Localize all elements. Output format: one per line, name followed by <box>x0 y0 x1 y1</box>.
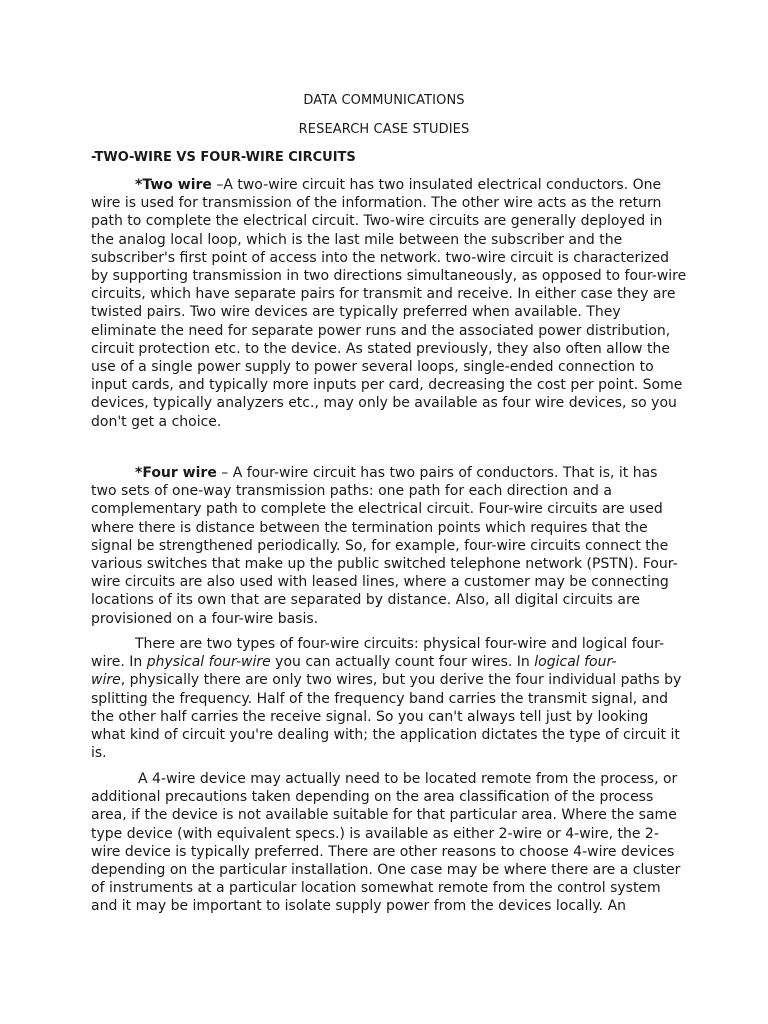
paragraph-line <box>91 770 677 788</box>
paragraph-line <box>91 671 682 689</box>
paragraph-line: various switches that make up the public switched telephone network (PSTN). Four- <box>91 556 678 573</box>
paragraph-line: the analog local loop, which is the last mile between the subscriber and the <box>91 231 623 248</box>
document-subtitle: RESEARCH CASE STUDIES <box>298 122 470 137</box>
paragraph-line: splitting the frequency. Half of the frequency band carries the transmit signal, and <box>91 690 669 707</box>
document-title: DATA COMMUNICATIONS <box>303 93 465 108</box>
paragraph-line: eliminate the need for separate power runs and the associated power distribution, <box>91 322 671 339</box>
section-heading: -TWO-WIRE VS FOUR-WIRE CIRCUITS <box>91 150 356 165</box>
paragraph-line: don't get a choice. <box>91 413 222 430</box>
paragraph-line: twisted pairs. Two wire devices are typically preferred when available. They <box>91 304 621 321</box>
emphasis-physical-four-wire: physical four-wire <box>146 654 271 671</box>
line-text: – A four-wire circuit has two pairs of conductors. That is, it has <box>216 465 658 481</box>
line-text: A two-wire circuit has two insulated electrical conductors. One <box>223 177 662 193</box>
paragraph-line <box>91 653 677 671</box>
term-two-wire: *Two wire <box>135 177 212 193</box>
paragraph-line: what kind of circuit you're dealing with; the application dictates the type of circuit it <box>91 727 680 744</box>
paragraph-line <box>91 464 677 482</box>
paragraph-line: signal be strengthened periodically. So, for example, four-wire circuits connect the <box>91 537 669 554</box>
paragraph-line <box>91 635 677 653</box>
paragraph-line: complementary path to complete the electrical circuit. Four-wire circuits are used <box>91 501 663 518</box>
paragraph-four-wire <box>91 464 677 628</box>
emphasis-wire: wire <box>91 672 121 689</box>
paragraph-line: additional precautions taken depending on the area classification of the process <box>91 789 654 806</box>
paragraph-line: provisioned on a four-wire basis. <box>91 610 319 627</box>
term-dash: – <box>211 177 224 193</box>
paragraph-line: and it may be important to isolate supply power from the devices locally. An <box>91 898 627 915</box>
paragraph-line: depending on the particular installation. One case may be where there are a cluster <box>91 862 681 879</box>
paragraph-line: area, if the device is not available suitable for that particular area. Where the same <box>91 807 677 824</box>
paragraph-four-wire-device <box>91 770 681 916</box>
paragraph-line: path to complete the electrical circuit. Two-wire circuits are generally deployed in <box>91 213 663 230</box>
paragraph-line: where there is distance between the termination points which requires that the <box>91 519 648 536</box>
emphasis-logical-four-wire: logical four- <box>534 654 617 671</box>
paragraph-line: subscriber's first point of access into the network. two-wire circuit is characterized <box>91 249 670 266</box>
paragraph-line: wire device is typically preferred. There are other reasons to choose 4-wire devices <box>91 843 675 860</box>
line-text: you can actually count four wires. In <box>270 654 535 671</box>
paragraph-line: circuit protection etc. to the device. As stated previously, they also often allow the <box>91 340 670 357</box>
paragraph-line: the other half carries the receive signal. So you can't always tell just by looking <box>91 708 649 725</box>
paragraph-line: of instruments at a particular location somewhat remote from the control system <box>91 880 661 897</box>
line-text: There are two types of four-wire circuits: physical four-wire and logical four- <box>135 636 665 652</box>
paragraph-line: devices, typically analyzers etc., may only be available as four wire devices, so you <box>91 395 677 412</box>
paragraph-line: use of a single power supply to power several loops, single-ended connection to <box>91 359 654 376</box>
line-text: A 4-wire device may actually need to be located remote from the process, or <box>138 771 678 787</box>
paragraph-line: wire is used for transmission of the information. The other wire acts as the return <box>91 195 662 212</box>
paragraph-line: is. <box>91 745 107 762</box>
paragraph-line: by supporting transmission in two directions simultaneously, as opposed to four-wire <box>91 268 687 285</box>
paragraph-line: circuits, which have separate pairs for transmit and receive. In either case they are <box>91 286 676 303</box>
line-text: wire. In <box>91 654 147 671</box>
paragraph-line: type device (with equivalent specs.) is available as either 2-wire or 4-wire, the 2- <box>91 825 659 842</box>
paragraph-line: input cards, and typically more inputs per card, decreasing the cost per point. Some <box>91 377 683 394</box>
paragraph-line: wire circuits are also used with leased lines, where a customer may be connecting <box>91 574 669 591</box>
paragraph-line: two sets of one-way transmission paths: one path for each direction and a <box>91 483 612 500</box>
paragraph-line <box>91 176 677 194</box>
paragraph-line: locations of its own that are separated by distance. Also, all digital circuits are <box>91 592 641 609</box>
paragraph-two-wire <box>91 176 687 431</box>
term-four-wire: *Four wire <box>135 465 217 481</box>
line-text: , physically there are only two wires, but you derive the four individual paths by <box>120 672 682 689</box>
paragraph-four-wire-types <box>91 635 682 762</box>
